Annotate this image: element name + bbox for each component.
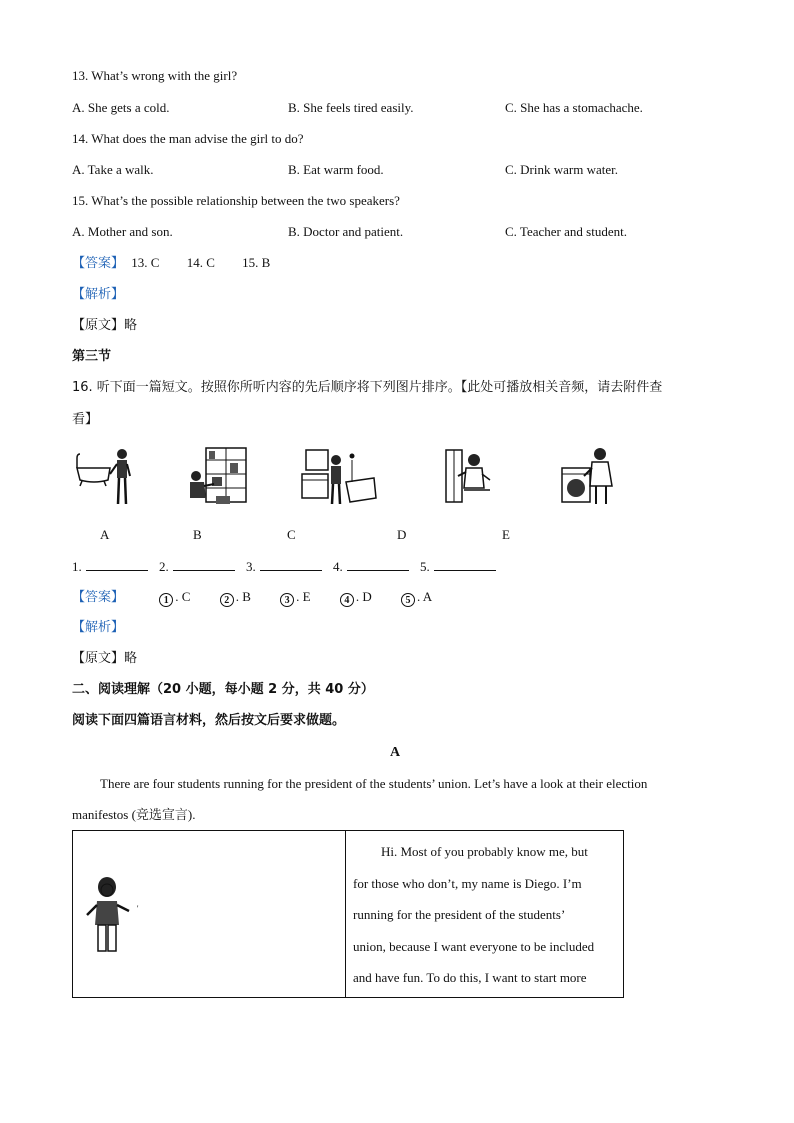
- picture-label-b: B: [193, 527, 202, 542]
- manifesto-line-2: for those who don’t, my name is Diego. I’m: [353, 875, 582, 891]
- answer-16-2: 2 . B: [220, 589, 251, 604]
- circled-number: 5: [401, 593, 415, 607]
- q14-option-b: B. Eat warm food.: [288, 162, 384, 177]
- analysis-tag-2: 【解析】: [72, 620, 125, 635]
- original-row-2: [72, 651, 137, 667]
- picture-c-sink: [300, 446, 380, 508]
- blank-1[interactable]: [86, 558, 148, 571]
- q14-option-a: A. Take a walk.: [72, 162, 154, 177]
- answer-16-1: 1 . C: [159, 589, 190, 604]
- manifesto-line-1: Hi. Most of you probably know me, but: [381, 844, 588, 859]
- q16-instruction-line-1: 16. 听下面一篇短文。按照你所听内容的先后顺序将下列图片排序。【此处可播放相关音频，请去附件查: [72, 380, 663, 395]
- original-text: 略: [124, 318, 138, 333]
- diego-picture: [83, 875, 143, 955]
- answer-row-1: [72, 255, 270, 272]
- blank-number-4: 4.: [333, 559, 343, 574]
- blank-3[interactable]: [260, 558, 322, 571]
- svg-text:': ': [137, 904, 139, 913]
- circled-number: 2: [220, 593, 234, 607]
- q15-option-b: B. Doctor and patient.: [288, 224, 404, 239]
- question-13: 13. What’s wrong with the girl?: [72, 68, 238, 83]
- picture-e-washing-machine: [560, 446, 616, 508]
- q15-option-a: A. Mother and son.: [72, 224, 173, 239]
- blank-5[interactable]: [434, 558, 496, 571]
- answer-16-5: 5 . A: [401, 589, 432, 604]
- answer-tag: 【答案】: [72, 256, 125, 271]
- picture-label-d: D: [397, 527, 407, 542]
- answer-tag: 【答案】: [72, 590, 125, 605]
- picture-label-c: C: [287, 527, 296, 542]
- picture-b-cupboard: [186, 446, 248, 508]
- q14-option-c: C. Drink warm water.: [505, 162, 619, 177]
- picture-label-e: E: [502, 527, 510, 542]
- original-tag: 【原文】: [72, 318, 125, 333]
- answer-row-2: [72, 589, 432, 607]
- manifesto-line-5: and have fun. To do this, I want to start more: [353, 970, 587, 985]
- blank-2[interactable]: [173, 558, 235, 571]
- circled-number: 3: [280, 593, 294, 607]
- q13-option-c: C. She has a stomachache.: [505, 100, 643, 115]
- manifesto-line-3: running for the president of the students’: [353, 907, 566, 922]
- passage-letter: A: [390, 745, 401, 760]
- q13-option-a: A. She gets a cold.: [72, 100, 170, 115]
- manifesto-text-cell: [346, 831, 624, 998]
- answer-16-3: 3 . E: [280, 589, 310, 604]
- answer-blanks-row: [72, 558, 504, 575]
- question-14: 14. What does the man advise the girl to do?: [72, 131, 304, 146]
- answer-13: 13. C: [131, 255, 160, 270]
- circled-number: 1: [159, 593, 173, 607]
- reading-part-title: 二、阅读理解（20 小题，每小题 2 分，共 40 分）: [72, 682, 374, 697]
- original-text: 略: [124, 651, 138, 666]
- blank-number-5: 5.: [420, 559, 430, 574]
- question-15: 15. What’s the possible relationship between the two speakers?: [72, 193, 400, 208]
- q13-option-b: B. She feels tired easily.: [288, 100, 414, 115]
- picture-label-a: A: [100, 527, 110, 542]
- manifesto-line-4: union, because I want everyone to be included: [353, 938, 595, 954]
- passage-intro-line-2: manifestos (竞选宣言).: [72, 807, 196, 822]
- picture-a-bathtub: [74, 446, 136, 508]
- answer-16-4: 4 . D: [340, 589, 372, 604]
- section-3-title: 第三节: [72, 349, 112, 364]
- original-row-1: [72, 318, 137, 334]
- blank-number-3: 3.: [246, 559, 256, 574]
- answer-15: 15. B: [242, 255, 271, 270]
- picture-d-closet: [444, 446, 494, 508]
- analysis-tag-1: 【解析】: [72, 287, 125, 302]
- manifesto-table: [72, 830, 624, 998]
- blank-number-1: 1.: [72, 559, 82, 574]
- passage-intro-line-1: There are four students running for the president of the students’ union. Let’s have a look at their election: [100, 776, 648, 791]
- blank-4[interactable]: [347, 558, 409, 571]
- original-tag: 【原文】: [72, 651, 125, 666]
- blank-number-2: 2.: [159, 559, 169, 574]
- q15-option-c: C. Teacher and student.: [505, 224, 627, 239]
- manifesto-picture-cell: [73, 831, 346, 998]
- q16-instruction-line-2: 看】: [72, 412, 99, 427]
- circled-number: 4: [340, 593, 354, 607]
- answer-14: 14. C: [186, 255, 215, 270]
- reading-instruction: 阅读下面四篇语言材料，然后按文后要求做题。: [72, 713, 346, 728]
